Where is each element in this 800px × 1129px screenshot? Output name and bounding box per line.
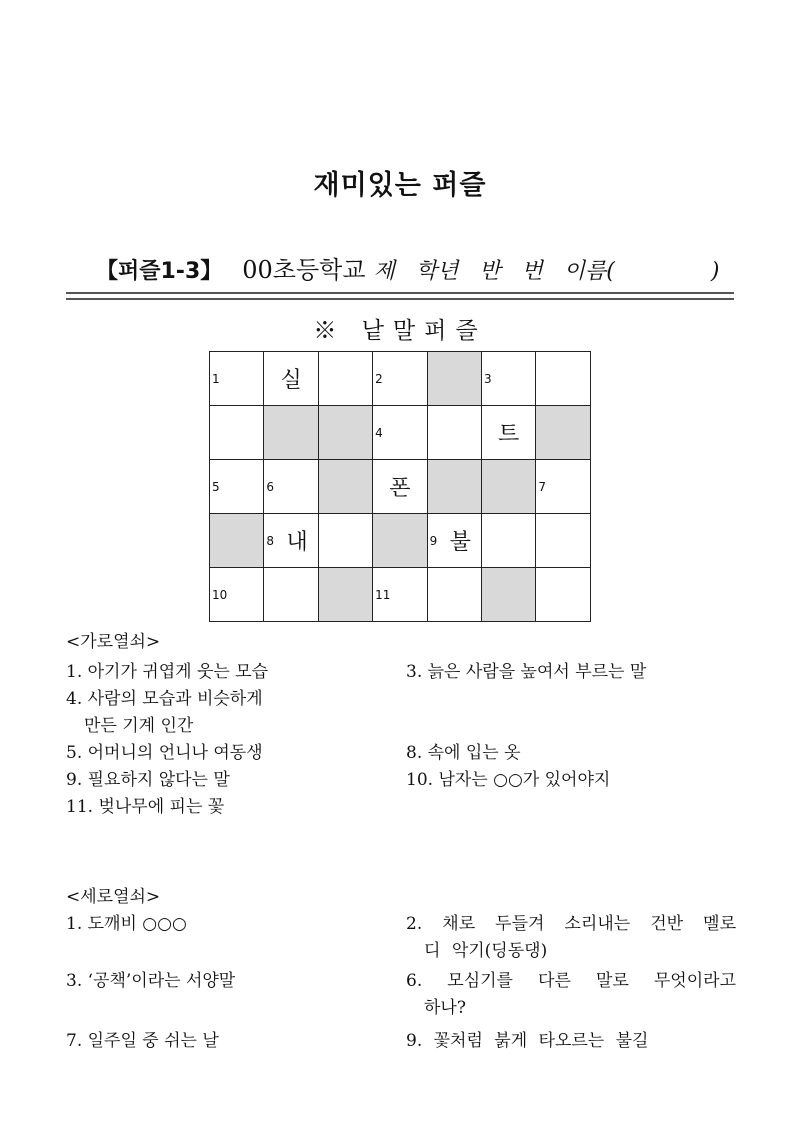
grid-cell[interactable] — [210, 568, 264, 622]
across-clues — [66, 659, 746, 821]
puzzle-heading: ※ 낱말퍼즐 — [313, 318, 487, 344]
puzzle-number-badge: 【퍼즐1-3】 — [96, 259, 223, 284]
shaded-cell — [264, 406, 318, 460]
grid-cell[interactable] — [319, 514, 373, 568]
student-info-label: 제 학년 반 번 이름( — [373, 259, 615, 284]
hint-letter: 폰 — [389, 475, 411, 501]
clue-number: 11 — [375, 587, 391, 602]
page-title: 재미있는 퍼즐 — [313, 170, 487, 201]
down-clue-3: 3. ‘공책’이라는 서양말 — [66, 971, 236, 991]
grid-cell[interactable] — [536, 352, 590, 406]
shaded-cell — [319, 406, 373, 460]
grid-cell[interactable] — [482, 406, 536, 460]
student-info-fields — [374, 254, 720, 285]
grid-cell[interactable] — [373, 352, 427, 406]
grid-cell[interactable] — [536, 568, 590, 622]
across-clue-4-cont: 만든 기계 인간 — [84, 716, 194, 736]
shaded-cell — [428, 460, 482, 514]
shaded-cell — [373, 514, 427, 568]
across-clue-9: 9. 필요하지 않다는 말 — [66, 770, 230, 790]
grid-cell[interactable] — [210, 460, 264, 514]
across-clue-1: 1. 아기가 귀엽게 웃는 모습 — [66, 662, 269, 682]
crossword-grid — [209, 351, 591, 622]
across-clue-11: 11. 벚나무에 피는 꽃 — [66, 797, 225, 817]
clue-number: 7 — [538, 479, 546, 494]
clue-number: 9 — [429, 533, 438, 548]
grid-cell[interactable] — [536, 514, 590, 568]
grid-cell[interactable] — [373, 406, 427, 460]
down-clue-7: 7. 일주일 중 쉬는 날 — [66, 1031, 219, 1051]
across-clue-4: 4. 사람의 모습과 비슷하게 — [66, 689, 263, 709]
shaded-cell — [319, 460, 373, 514]
clue-number: 1 — [212, 371, 220, 386]
grid-cell[interactable] — [428, 514, 482, 568]
clue-number: 5 — [212, 479, 220, 494]
across-clue-8: 8. 속에 입는 옷 — [406, 743, 521, 763]
grid-cell[interactable] — [264, 460, 318, 514]
shaded-cell — [210, 514, 264, 568]
down-clues — [66, 911, 746, 1055]
grid-cell[interactable] — [482, 352, 536, 406]
hint-letter: 실 — [280, 367, 302, 393]
clue-number: 10 — [212, 587, 228, 602]
grid-cell[interactable] — [264, 568, 318, 622]
hint-letter: 불 — [449, 529, 471, 555]
down-clue-1: 1. 도깨비 ○○○ — [66, 914, 187, 934]
down-clue-2: 2. 채로 두들겨 소리내는 건반 멜로 — [406, 914, 736, 934]
across-header: <가로열쇠> — [66, 632, 161, 652]
clue-number: 3 — [483, 371, 492, 386]
down-clue-2-cont: 디 악기(딩동댕) — [424, 941, 548, 961]
clue-number: 2 — [375, 371, 383, 386]
down-header: <세로열쇠> — [66, 887, 161, 907]
grid-cell[interactable] — [264, 514, 318, 568]
worksheet-header — [96, 250, 719, 285]
clue-number: 4 — [375, 425, 383, 440]
hint-letter: 트 — [498, 421, 520, 447]
student-info-close: ) — [710, 259, 720, 284]
grid-cell[interactable] — [428, 406, 482, 460]
grid-cell[interactable] — [210, 406, 264, 460]
down-clue-9: 9. 꽃처럼 붉게 타오르는 불길 — [406, 1031, 649, 1051]
grid-cell[interactable] — [428, 568, 482, 622]
school-name: 00초등학교 — [242, 256, 366, 284]
clue-number: 8 — [266, 533, 275, 548]
shaded-cell — [428, 352, 482, 406]
double-divider-bottom — [66, 298, 734, 300]
double-divider-top — [66, 292, 734, 294]
grid-cell[interactable] — [536, 460, 590, 514]
down-clue-6: 6. 모심기를 다른 말로 무엇이라고 — [406, 971, 736, 991]
across-clue-5: 5. 어머니의 언니나 여동생 — [66, 743, 263, 763]
shaded-cell — [482, 568, 536, 622]
shaded-cell — [482, 460, 536, 514]
shaded-cell — [319, 568, 373, 622]
clue-number: 6 — [266, 479, 275, 494]
across-clue-10: 10. 남자는 ○○가 있어야지 — [406, 770, 611, 790]
grid-cell[interactable] — [373, 460, 427, 514]
grid-cell[interactable] — [210, 352, 264, 406]
hint-letter: 내 — [286, 529, 308, 555]
grid-cell[interactable] — [264, 352, 318, 406]
shaded-cell — [536, 406, 590, 460]
grid-cell[interactable] — [319, 352, 373, 406]
down-clue-6-cont: 하나? — [424, 998, 466, 1018]
grid-cell[interactable] — [482, 514, 536, 568]
across-clue-3: 3. 늙은 사람을 높여서 부르는 말 — [406, 662, 647, 682]
grid-cell[interactable] — [373, 568, 427, 622]
